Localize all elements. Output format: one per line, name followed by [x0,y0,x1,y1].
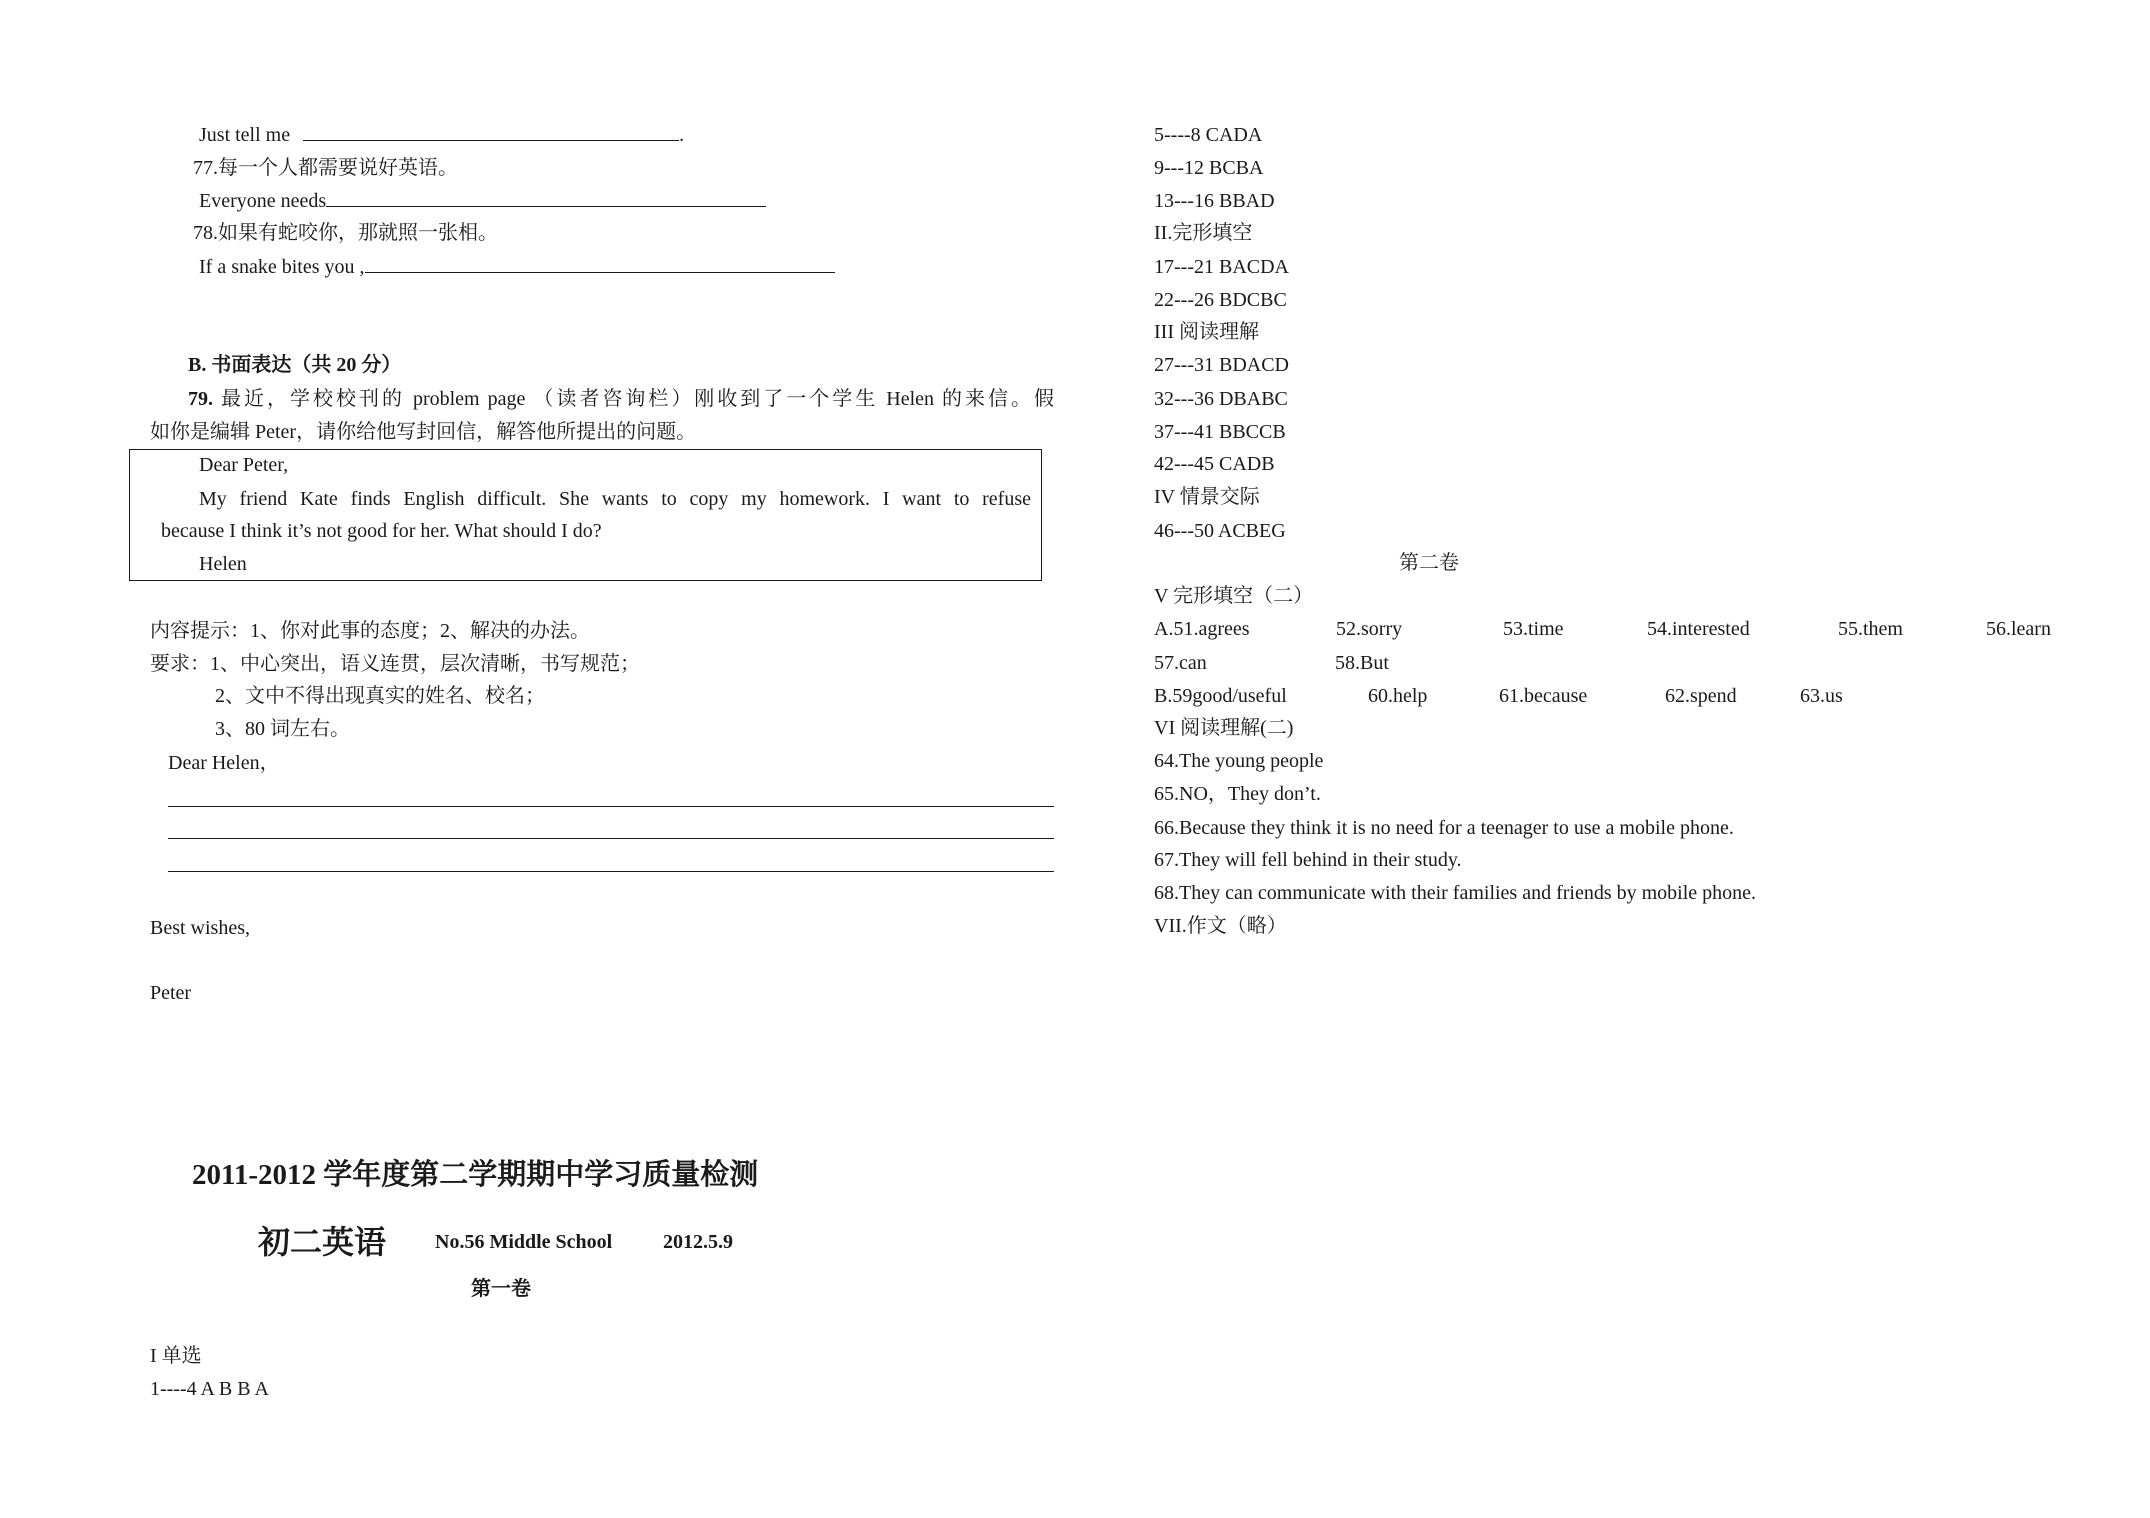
requirement-3: 3、80 词左右。 [215,718,350,740]
letter-body-line1: My friend Kate finds English difficult. She wants to copy my homework. I want to refuse [199,488,1031,510]
subject-title: 初二英语 [258,1224,387,1260]
writing-heading: B. 书面表达（共 20 分） [188,354,402,376]
answer-row: 9---12 BCBA [1154,157,1264,179]
cloze-answer: 58.But [1335,652,1389,674]
writing-line [168,871,1054,872]
volume-2-heading: 第二卷 [1399,552,1459,574]
q77-line [199,186,766,216]
q78-line [199,252,835,282]
content-hints: 内容提示：1、你对此事的态度；2、解决的办法。 [150,620,590,642]
cloze-answer: 52.sorry [1336,618,1403,640]
answer-row: 22---26 BDCBC [1154,289,1287,311]
cloze-answer: 62.spend [1665,685,1737,707]
letter-signature: Helen [199,553,247,575]
reading-answer: 66.Because they think it is no need for a teenager to use a mobile phone. [1154,817,1734,839]
cloze-answer: 56.learn [1986,618,2051,640]
q78-prompt: If a snake bites you , [199,256,365,278]
q78-answer-blank [365,252,835,273]
cloze-answer: 57.can [1154,652,1207,674]
cloze-answer: 63.us [1800,685,1843,707]
reading-answer: 64.The young people [1154,750,1324,772]
requirement-2: 2、文中不得出现真实的姓名、校名； [215,685,545,707]
section-heading: IV 情景交际 [1154,486,1260,508]
cloze-answer: A.51.agrees [1154,618,1250,640]
q78-chinese: 78.如果有蛇咬你，那就照一张相。 [193,222,498,244]
answer-row: 13---16 BBAD [1154,190,1275,212]
school-name: No.56 Middle School [435,1231,613,1253]
answer-row: 37---41 BBCCB [1154,421,1286,443]
reading-answer: 67.They will fell behind in their study. [1154,849,1462,871]
q77-answer-blank [326,186,766,207]
answer-row: 1----4 A B B A [150,1378,269,1400]
writing-line [168,806,1054,807]
reading-answer: 68.They can communicate with their families and friends by mobile phone. [1154,882,1757,904]
reply-greeting: Dear Helen， [168,752,280,774]
q77-prompt: Everyone needs [199,190,327,212]
cloze-answer: 61.because [1499,685,1588,707]
cloze-answer: 53.time [1503,618,1564,640]
writing-intro-line1 [188,384,1054,414]
q77-chinese: 77.每一个人都需要说好英语。 [193,157,458,179]
reply-closing: Best wishes, [150,917,250,939]
reply-signature: Peter [150,982,192,1004]
reading-answer: 65.NO，They don’t. [1154,783,1321,805]
q76-prompt: Just tell me [199,124,291,146]
answer-key-title: 2011-2012 学年度第二学期期中学习质量检测 [192,1159,759,1191]
answer-row: 46---50 ACBEG [1154,520,1286,542]
section-heading: III 阅读理解 [1154,321,1259,343]
cloze-answer: 60.help [1368,685,1428,707]
q76-line [199,120,684,150]
writing-intro-text: 最近，学校校刊的 problem page （读者咨询栏）刚收到了一个学生 Helen 的来信。假 [221,388,1054,410]
answer-row: 42---45 CADB [1154,453,1275,475]
section-heading: VI 阅读理解(二) [1154,717,1294,739]
writing-intro-line2: 如你是编辑 Peter，请你给他写封回信，解答他所提出的问题。 [150,421,697,443]
q76-end: . [679,124,685,146]
volume-1-heading: 第一卷 [471,1278,531,1300]
letter-greeting: Dear Peter, [199,454,289,476]
cloze-answer: 55.them [1838,618,1903,640]
q76-answer-blank [303,120,679,141]
section-1-heading: I 单选 [150,1345,202,1367]
answer-row: 17---21 BACDA [1154,256,1289,278]
writing-line [168,838,1054,839]
cloze-answer: 54.interested [1647,618,1750,640]
cloze-answer: B.59good/useful [1154,685,1287,707]
answer-row: 27---31 BDACD [1154,354,1289,376]
question-number: 79. [188,388,213,410]
answer-row: 32---36 DBABC [1154,388,1288,410]
requirement-1: 要求：1、中心突出，语义连贯，层次清晰，书写规范； [150,653,640,675]
section-heading: VII.作文（略） [1154,915,1287,937]
section-heading: II.完形填空 [1154,222,1253,244]
exam-date: 2012.5.9 [663,1231,733,1253]
section-heading: V 完形填空（二） [1154,585,1314,607]
answer-row: 5----8 CADA [1154,124,1263,146]
letter-body-line2: because I think it’s not good for her. What should I do? [161,520,602,542]
